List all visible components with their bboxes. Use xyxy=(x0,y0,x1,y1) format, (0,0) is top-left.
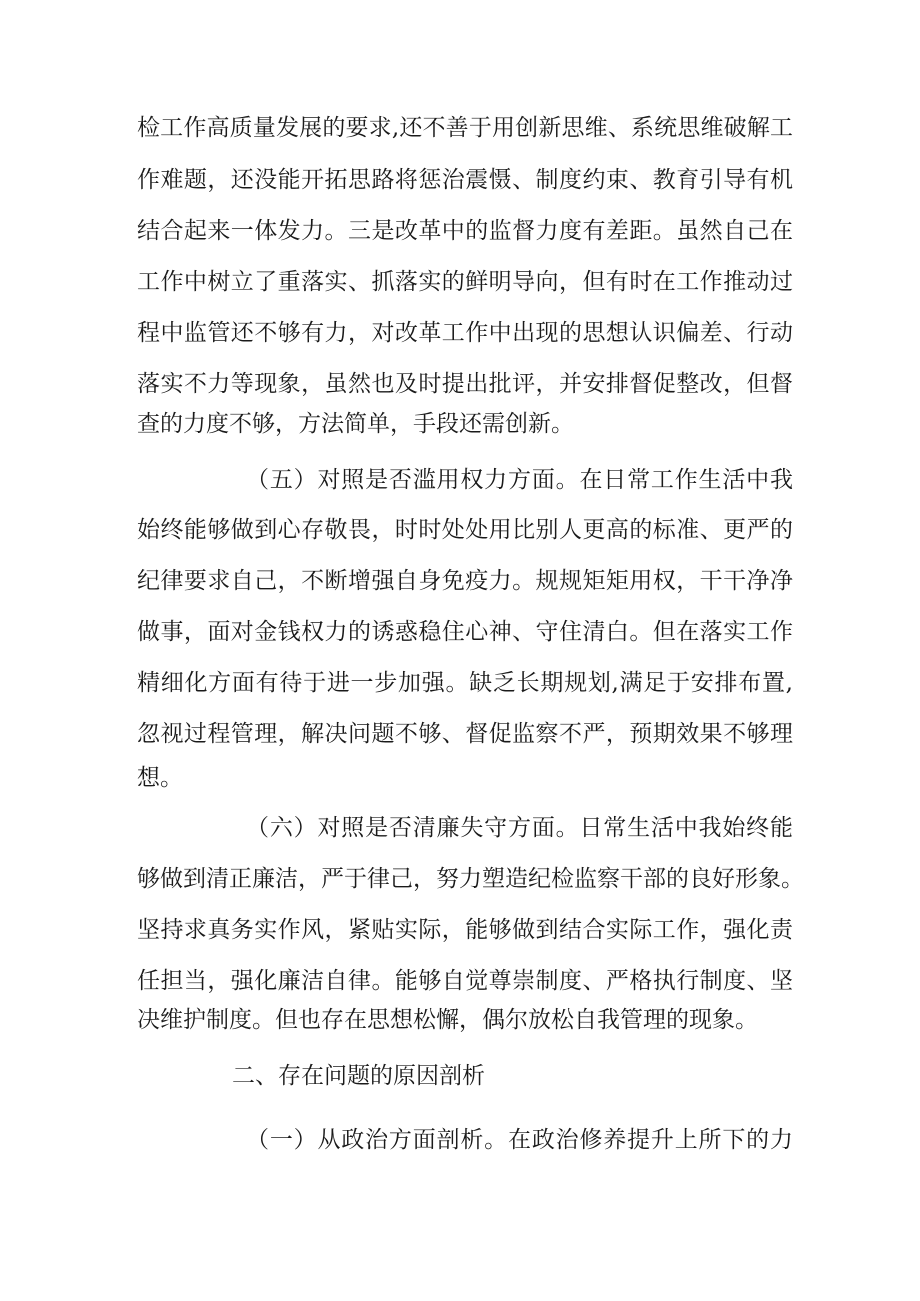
text-line: 检工作高质量发展的要求,还不善于用创新思维、系统思维破解工 xyxy=(137,115,793,141)
text-line: 纪律要求自己，不断增强自身免疫力。规规矩矩用权，干干净净 xyxy=(137,568,793,594)
text-line: 任担当，强化廉洁自律。能够自觉尊崇制度、严格执行制度、坚 xyxy=(137,968,793,994)
text-line: 程中监管还不够有力，对改革工作中出现的思想认识偏差、行动 xyxy=(137,320,793,346)
text-line: 忽视过程管理，解决问题不够、督促监察不严，预期效果不够理 xyxy=(137,721,793,747)
text-line: 始终能够做到心存敬畏，时时处处用比别人更高的标准、更严的 xyxy=(137,517,793,543)
section-one-first-line: （一）从政治方面剖析。在政治修养提升上所下的力 xyxy=(246,1127,793,1153)
section-heading-cause-analysis: 二、存在问题的原因剖析 xyxy=(232,1063,485,1089)
text-line: 工作中树立了重落实、抓落实的鲜明导向，但有时在工作推动过 xyxy=(137,269,793,295)
text-line: 落实不力等现象，虽然也及时提出批评，并安排督促整改，但督 xyxy=(137,371,793,397)
text-line: 够做到清正廉洁，严于律己，努力塑造纪检监察干部的良好形象。 xyxy=(137,866,804,892)
text-line: 决维护制度。但也存在思想松懈，偶尔放松自我管理的现象。 xyxy=(137,1007,758,1033)
section-six-first-line: （六）对照是否清廉失守方面。日常生活中我始终能 xyxy=(246,815,793,841)
text-line: 精细化方面有待于进一步加强。缺乏长期规划,满足于安排布置, xyxy=(137,670,793,696)
text-line: 作难题，还没能开拓思路将惩治震慑、制度约束、教育引导有机 xyxy=(137,167,793,193)
text-line: 结合起来一体发力。三是改革中的监督力度有差距。虽然自己在 xyxy=(137,218,793,244)
section-five-first-line: （五）对照是否滥用权力方面。在日常工作生活中我 xyxy=(246,467,793,493)
text-line: 查的力度不够，方法简单，手段还需创新。 xyxy=(137,411,574,437)
text-line: 想。 xyxy=(137,765,183,791)
text-line: 做事，面对金钱权力的诱惑稳住心神、守住清白。但在落实工作 xyxy=(137,619,793,645)
text-line: 坚持求真务实作风，紧贴实际，能够做到结合实际工作，强化责 xyxy=(137,917,793,943)
